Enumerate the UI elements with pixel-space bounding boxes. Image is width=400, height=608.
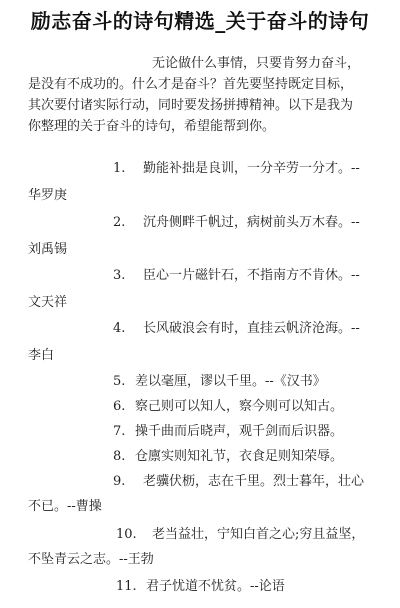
poem-text: 臣心一片磁针石，不指南方不肯休。-- bbox=[143, 268, 360, 283]
poem-item bbox=[113, 448, 343, 466]
poem-text: 君子忧道不忧贫。--论语 bbox=[146, 579, 285, 594]
poem-number: 2. bbox=[113, 215, 126, 230]
poem-item bbox=[113, 398, 343, 416]
poem-text: 长风破浪会有时，直挂云帆济沧海。-- bbox=[143, 321, 360, 336]
poem-item bbox=[113, 423, 343, 441]
poem-text: 勤能补拙是良训，一分辛劳一分才。-- bbox=[143, 161, 360, 176]
poem-text: 老当益壮，宁知白首之心;穷且益坚， bbox=[152, 527, 365, 542]
poem-author: 文天祥 bbox=[28, 295, 68, 310]
poem-number: 1. bbox=[113, 161, 126, 176]
intro-paragraph bbox=[28, 53, 380, 137]
poem-text: 老骥伏枥，志在千里。烈士暮年，壮心 bbox=[143, 474, 365, 489]
poem-author: 刘禹锡 bbox=[28, 242, 68, 257]
poem-number: 3. bbox=[113, 268, 126, 283]
poem-number: 8. bbox=[113, 449, 126, 464]
poem-number: 10. bbox=[116, 527, 137, 542]
poem-number: 5. bbox=[113, 374, 126, 389]
poem-author: 李白 bbox=[28, 348, 55, 363]
poem-text: 沉舟侧畔千帆过，病树前头万木春。-- bbox=[143, 215, 360, 230]
poem-text: 操千曲而后晓声，观千剑而后识器。 bbox=[135, 424, 344, 439]
poem-number: 6. bbox=[113, 399, 126, 414]
intro-line: 是没有不成功的。什么才是奋斗？首先要坚持既定目标， bbox=[28, 77, 354, 92]
poem-text: 仓廪实则知礼节，衣食足则知荣辱。 bbox=[135, 449, 344, 464]
poem-number: 7. bbox=[113, 424, 126, 439]
poem-text: 察己则可以知人，察今则可以知古。 bbox=[135, 399, 344, 414]
poem-number: 4. bbox=[113, 321, 126, 336]
poem-item bbox=[113, 267, 360, 285]
poem-author: 不坠青云之志。--王勃 bbox=[28, 552, 154, 567]
poem-author: 不已。--曹操 bbox=[28, 499, 102, 514]
poem-item bbox=[113, 473, 364, 491]
poem-text: 差以毫厘，谬以千里。--《汉书》 bbox=[135, 374, 326, 389]
poem-item bbox=[113, 214, 360, 232]
intro-line: 无论做什么事情，只要肯努力奋斗， bbox=[152, 56, 361, 71]
poem-author: 华罗庚 bbox=[28, 188, 68, 203]
poem-item bbox=[113, 320, 360, 338]
poem-item bbox=[116, 526, 364, 544]
poem-item bbox=[113, 373, 326, 391]
page-title: 励志奋斗的诗句精选_关于奋斗的诗句 bbox=[30, 9, 370, 33]
poem-item bbox=[116, 578, 285, 596]
intro-line: 其次要付诸实际行动，同时要发扬拼搏精神。以下是我为 bbox=[28, 98, 354, 113]
poem-number: 11. bbox=[116, 579, 137, 594]
intro-line: 你整理的关于奋斗的诗句，希望能帮到你。 bbox=[28, 119, 276, 134]
poem-item bbox=[113, 160, 360, 178]
poem-number: 9. bbox=[113, 474, 126, 489]
